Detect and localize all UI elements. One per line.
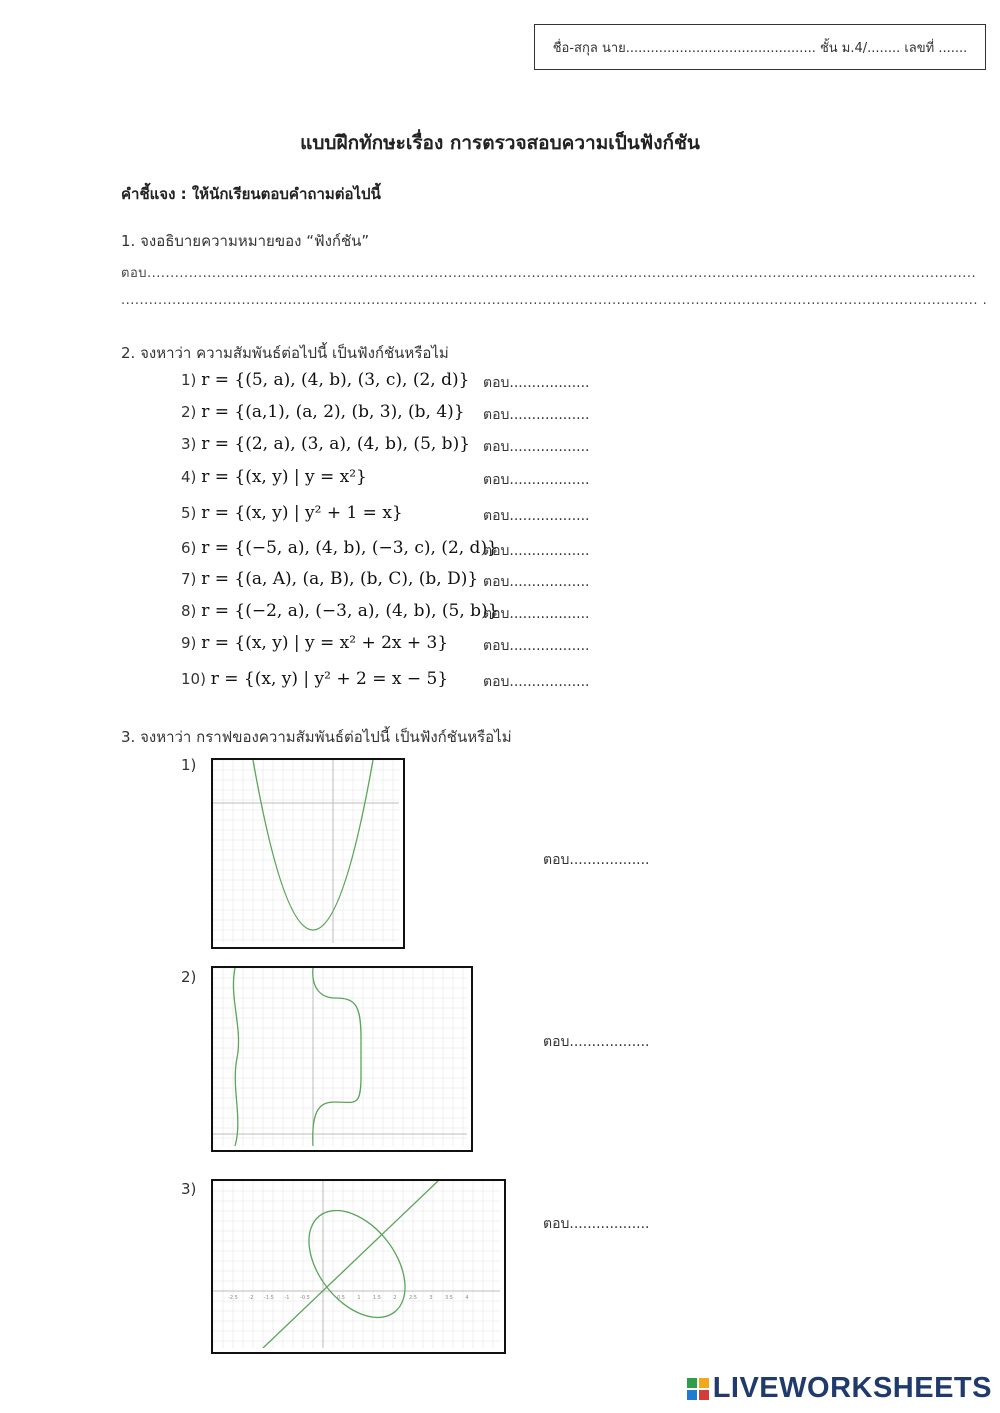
liveworksheets-logo-icon xyxy=(687,1378,709,1400)
graph-3-grid xyxy=(213,1181,500,1348)
graph-3-tick-label: 3.5 xyxy=(445,1295,453,1301)
q2-item-relation: {(5, a), (4, b), (3, c), (2, d)} xyxy=(234,370,470,390)
q2-answer-blank[interactable]: ตอบ.................. xyxy=(483,508,590,524)
graph-3-tick-label: 4 xyxy=(465,1295,469,1301)
q2-item xyxy=(181,669,448,689)
q2-item-relation: {(x, y) | y² + 2 = x − 5} xyxy=(243,669,449,689)
q2-item-number: 5) xyxy=(181,504,197,522)
graph-3-tick-label: 3 xyxy=(429,1295,433,1301)
q2-answer-blank[interactable]: ตอบ.................. xyxy=(483,574,590,590)
graph-3-tick-label: 0.5 xyxy=(337,1295,345,1301)
q2-item xyxy=(181,467,367,487)
q2-answer-blank[interactable]: ตอบ.................. xyxy=(483,638,590,654)
q2-item xyxy=(181,434,470,454)
q2-item-relation: {(−5, a), (4, b), (−3, c), (2, d)} xyxy=(234,538,498,558)
graph-2-answer-blank[interactable]: ตอบ.................. xyxy=(543,1034,650,1050)
q2-item-relation: {(a, A), (a, B), (b, C), (b, D)} xyxy=(234,569,479,589)
q1-answer-line-2[interactable]: ......................................................................................................................................................................................... . xyxy=(121,293,988,308)
question-1: 1. จงอธิบายความหมายของ “ฟังก์ชัน” xyxy=(121,232,370,250)
q2-item-lhs: r = xyxy=(201,601,235,621)
q2-item-number: 1) xyxy=(181,371,197,389)
q2-item-relation: {(x, y) | y² + 1 = x} xyxy=(234,503,403,523)
q2-item-lhs: r = xyxy=(201,467,235,487)
graph-3-tick-label: -2 xyxy=(248,1295,254,1301)
graph-3-svg xyxy=(213,1181,500,1348)
q2-item xyxy=(181,503,403,523)
q2-item-relation: {(2, a), (3, a), (4, b), (5, b)} xyxy=(234,434,471,454)
q2-item xyxy=(181,633,448,653)
q2-answer-blank[interactable]: ตอบ.................. xyxy=(483,606,590,622)
q2-item-relation: {(a,1), (a, 2), (b, 3), (b, 4)} xyxy=(234,402,465,422)
graph-2 xyxy=(211,966,473,1152)
graph-3-line xyxy=(263,1181,438,1348)
graph-2-svg xyxy=(213,968,467,1146)
q2-item-lhs: r = xyxy=(210,669,244,689)
q2-item-lhs: r = xyxy=(201,633,235,653)
student-info-box xyxy=(534,24,986,70)
q2-item-lhs: r = xyxy=(201,402,235,422)
graph-3-tick-label: -2.5 xyxy=(228,1295,238,1301)
graph-3-tick-label: 2.5 xyxy=(409,1295,417,1301)
question-2: 2. จงหาว่า ความสัมพันธ์ต่อไปนี้ เป็นฟังก์ชันหรือไม่ xyxy=(121,344,449,362)
page-title: แบบฝึกทักษะเรื่อง การตรวจสอบความเป็นฟังก์ชัน xyxy=(300,132,700,154)
graph-3-tick-label: 1 xyxy=(357,1295,361,1301)
q2-answer-blank[interactable]: ตอบ.................. xyxy=(483,543,590,559)
student-info-text: ชื่อ-สกุล นาย.............................................. ชั้น ม.4/........ เลขที่ ....... xyxy=(552,41,968,56)
graph-3-answer-blank[interactable]: ตอบ.................. xyxy=(543,1216,650,1232)
graph-1 xyxy=(211,758,405,949)
graph-3-tick-labels xyxy=(228,1295,468,1301)
q2-item-number: 10) xyxy=(181,670,206,688)
q2-item-relation: {(−2, a), (−3, a), (4, b), (5, b)} xyxy=(234,601,499,621)
q2-item-relation: {(x, y) | y = x²} xyxy=(234,467,367,487)
graph-3-tick-label: 1.5 xyxy=(373,1295,381,1301)
q2-item-number: 9) xyxy=(181,634,197,652)
q1-answer-line-1[interactable]: ตอบ................................................................................................................................................................................... xyxy=(121,266,977,281)
q2-item-number: 7) xyxy=(181,570,197,588)
q2-item-lhs: r = xyxy=(201,434,235,454)
q2-item-lhs: r = xyxy=(201,503,235,523)
q2-item-lhs: r = xyxy=(201,370,235,390)
graph-3-tick-label: 2 xyxy=(393,1295,397,1301)
graph-1-answer-blank[interactable]: ตอบ.................. xyxy=(543,852,650,868)
watermark-text: LIVEWORKSHEETS xyxy=(712,1372,992,1404)
liveworksheets-watermark xyxy=(687,1372,992,1405)
q2-answer-blank[interactable]: ตอบ.................. xyxy=(483,674,590,690)
q2-item-number: 4) xyxy=(181,468,197,486)
question-3: 3. จงหาว่า กราฟของความสัมพันธ์ต่อไปนี้ เป็นฟังก์ชันหรือไม่ xyxy=(121,728,512,746)
q2-item-number: 3) xyxy=(181,435,197,453)
q2-item xyxy=(181,538,498,558)
q2-item-lhs: r = xyxy=(201,538,235,558)
graph-3 xyxy=(211,1179,506,1354)
graph-1-svg xyxy=(213,760,399,943)
graph-3-tick-label: -1.5 xyxy=(264,1295,274,1301)
q2-item-lhs: r = xyxy=(201,569,235,589)
graph-2-number: 2) xyxy=(181,968,197,986)
graph-3-tick-label: -1 xyxy=(284,1295,290,1301)
q2-item-number: 8) xyxy=(181,602,197,620)
q2-item-relation: {(x, y) | y = x² + 2x + 3} xyxy=(234,633,449,653)
graph-2-curve-left xyxy=(233,968,238,1146)
q2-item-number: 2) xyxy=(181,403,197,421)
q2-item xyxy=(181,402,465,422)
graph-2-grid xyxy=(213,968,467,1146)
graph-1-grid xyxy=(213,760,399,943)
q2-item xyxy=(181,569,478,589)
q2-item xyxy=(181,370,469,390)
graph-1-number: 1) xyxy=(181,756,197,774)
graph-3-number: 3) xyxy=(181,1180,197,1198)
graph-2-curve-right xyxy=(313,968,361,1146)
q2-answer-blank[interactable]: ตอบ.................. xyxy=(483,439,590,455)
instruction: คำชี้แจง : ให้นักเรียนตอบคำถามต่อไปนี้ xyxy=(121,185,381,203)
q2-answer-blank[interactable]: ตอบ.................. xyxy=(483,472,590,488)
q2-item xyxy=(181,601,499,621)
graph-3-tick-label: -0.5 xyxy=(300,1295,310,1301)
q2-answer-blank[interactable]: ตอบ.................. xyxy=(483,375,590,391)
q2-item-number: 6) xyxy=(181,539,197,557)
q2-answer-blank[interactable]: ตอบ.................. xyxy=(483,407,590,423)
